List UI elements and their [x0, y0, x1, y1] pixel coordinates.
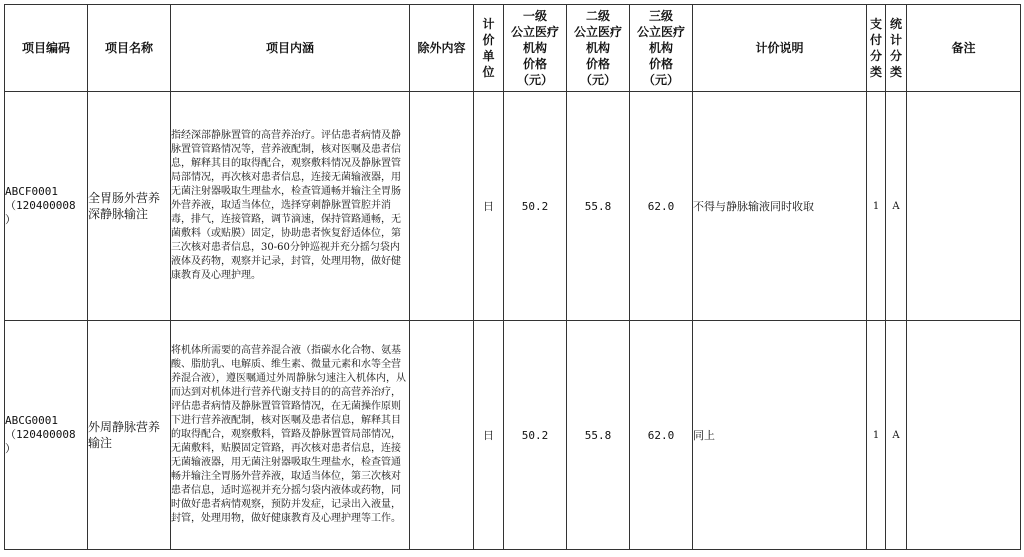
item-content: 指经深部静脉置管的高营养治疗。评估患者病情及静脉置管管路情况等，营养液配制，核对医嘱及患者信息，解释其目的取得配合，观察敷料情况及静脉置管局部情况，再次核对患者信息，连接无菌输液器，用无菌注射器吸取生理盐水，检查管通畅并输注全胃肠外营养液，取适当体位，选择穿刺静脉置管腔并消毒，排气，连接管路，调节滴速，保持管路通畅，无菌敷料（或贴膜）固定，协助患者恢复舒适体位，第三次核对患者信息，30-60分钟巡视并充分摇匀袋内液体及药物，观察并记录，封管，处理用物，做好健康教育及心理护理。	[171, 92, 410, 321]
header-exclusion: 除外内容	[410, 5, 474, 92]
item-price-level3: 62.0	[630, 92, 693, 321]
item-payment-class: 1	[867, 321, 886, 550]
item-pricing-note: 不得与静脉输液同时收取	[693, 92, 867, 321]
header-stat-class: 统 计 分 类	[886, 5, 907, 92]
item-remarks	[907, 321, 1021, 550]
item-pricing-note: 同上	[693, 321, 867, 550]
header-content: 项目内涵	[171, 5, 410, 92]
item-price-level1: 50.2	[504, 321, 567, 550]
item-exclusion	[410, 321, 474, 550]
item-price-level2: 55.8	[567, 92, 630, 321]
item-exclusion	[410, 92, 474, 321]
item-price-level2: 55.8	[567, 321, 630, 550]
item-unit: 日	[474, 92, 504, 321]
header-unit: 计 价 单 位	[474, 5, 504, 92]
header-remarks: 备注	[907, 5, 1021, 92]
header-name: 项目名称	[88, 5, 171, 92]
item-name: 外周静脉营养 输注	[88, 321, 171, 550]
header-row	[5, 5, 1021, 92]
header-price-level1: 一级 公立医疗 机构 价格 （元）	[504, 5, 567, 92]
header-price-level3: 三级 公立医疗 机构 价格 （元）	[630, 5, 693, 92]
header-price-level2: 二级 公立医疗 机构 价格 （元）	[567, 5, 630, 92]
item-stat-class: A	[886, 92, 907, 321]
header-pricing-note: 计价说明	[693, 5, 867, 92]
item-stat-class: A	[886, 321, 907, 550]
item-payment-class: 1	[867, 92, 886, 321]
pricing-table	[4, 4, 1021, 550]
item-unit: 日	[474, 321, 504, 550]
item-content: 将机体所需要的高营养混合液（指碳水化合物、氨基酸、脂肪乳、电解质、维生素、微量元素和水等全营养混合液），遵医嘱通过外周静脉匀速注入机体内，从而达到对机体进行营养代谢支持目的的高营养治疗，评估患者病情及静脉置管管路情况，在无菌操作原则下进行营养液配制，核对医嘱及患者信息，解释其目的取得配合，观察敷料，管路及静脉置管局部情况，无菌敷料，贴膜固定管路，再次核对患者信息，连接无菌输液器，用无菌注射器吸取生理盐水，检查管通畅并输注全胃肠外营养液，取适当体位，第三次核对患者信息，适时巡视并充分摇匀袋内液体或药物，同时做好患者病情观察，预防并发症，记录出入液量，封管，处理用物，做好健康教育及心理护理等工作。	[171, 321, 410, 550]
item-code: ABCF0001 （120400008 ）	[5, 92, 88, 321]
item-price-level1: 50.2	[504, 92, 567, 321]
header-payment-class: 支 付 分 类	[867, 5, 886, 92]
table-row	[5, 321, 1021, 550]
item-price-level3: 62.0	[630, 321, 693, 550]
header-code: 项目编码	[5, 5, 88, 92]
item-name: 全胃肠外营养 深静脉输注	[88, 92, 171, 321]
item-code: ABCG0001 （120400008 ）	[5, 321, 88, 550]
item-remarks	[907, 92, 1021, 321]
table-row	[5, 92, 1021, 321]
